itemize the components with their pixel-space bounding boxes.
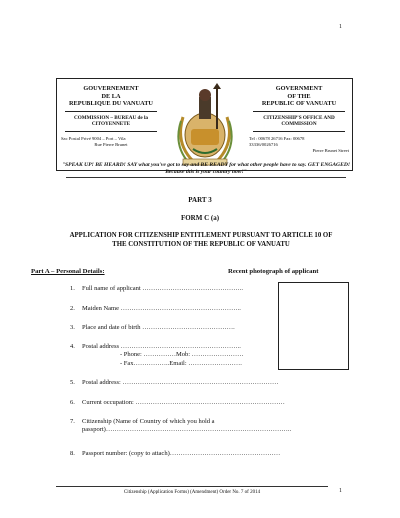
footer-citation: Citizenship (Application Forms) (Amendment) Order No. 7 of 2014 xyxy=(123,490,261,495)
coat-of-arms-icon xyxy=(169,83,241,169)
gov-title-fr-2: DE LA xyxy=(101,92,121,100)
field-number: 2. xyxy=(70,305,75,312)
letterhead-right xyxy=(249,85,349,154)
field-occupation[interactable] xyxy=(70,398,285,407)
address-fr-1: Sac Postal Privé 9004 – Port – Vila xyxy=(61,135,126,141)
page-number-bottom: 1 xyxy=(339,488,342,494)
gov-title-en-3: REPUBLIC OF VANUATU xyxy=(261,100,337,108)
divider xyxy=(65,131,157,132)
gov-title-fr-1: GOUVERNEMENT xyxy=(83,85,139,92)
phone-fax-2: 33336/0026716 xyxy=(249,141,278,147)
motto: "SPEAK UP! BE HEARD! SAY what you've got to say and BE READY for what other people have to say. GET ENGAGED! Because this is your country now!" xyxy=(61,162,351,175)
field-postal-address-2[interactable] xyxy=(70,378,278,387)
field-label: Passport number: (copy to attach)…………………………………………… xyxy=(82,450,281,457)
photo-box[interactable] xyxy=(278,282,349,370)
field-label: Citizenship (Name of Country of which you hold a xyxy=(82,418,215,425)
commission-en: CITIZENSHIP'S OFFICE AND COMMISSION xyxy=(263,114,335,128)
phone-fax: Tel : 00678 26716 Fax: 00678 xyxy=(249,135,305,141)
field-number: 1. xyxy=(70,285,75,292)
street: Pierre Brunet Street xyxy=(312,147,349,153)
field-number: 8. xyxy=(70,450,75,457)
field-citizenship-cont[interactable]: passport)………………………………………………………………………….. xyxy=(82,426,292,433)
field-label: Current occupation: …………………………………………………………… xyxy=(82,399,285,406)
field-phone-mob[interactable]: - Phone: ……………Mob: …………………… xyxy=(120,351,244,358)
letterhead-left xyxy=(61,85,161,148)
commission-fr: COMMISSION – BUREAU de la CITOYENNETE xyxy=(73,114,149,128)
divider xyxy=(253,131,345,132)
photo-label: Recent photograph of applicant xyxy=(228,268,319,275)
application-title: APPLICATION FOR CITIZENSHIP ENTITLEMENT PURSUANT TO ARTICLE 10 OF THE CONSTITUTION OF THE REPUBLIC OF VANUATU xyxy=(69,232,333,248)
gov-title-en-1: GOVERNMENT xyxy=(275,85,323,92)
address-fr-2: Rue Pierre Brunet xyxy=(94,141,128,147)
part-heading: PART 3 xyxy=(188,196,212,204)
field-label: Maiden Name ……………………………………………….. xyxy=(82,305,241,312)
gov-title-en-2: OF THE xyxy=(287,92,311,100)
divider xyxy=(253,111,345,112)
divider xyxy=(65,111,157,112)
field-label: Full name of applicant ……………………………………….. xyxy=(82,285,244,292)
field-number: 3. xyxy=(70,324,75,331)
field-label: Place and date of birth ……………………………………. xyxy=(82,324,235,331)
field-number: 4. xyxy=(70,343,75,350)
section-title: Part A – Personal Details: xyxy=(31,268,105,275)
field-passport-number[interactable] xyxy=(70,449,280,458)
motto-underline xyxy=(66,177,346,178)
field-number: 7. xyxy=(70,418,75,425)
field-full-name[interactable] xyxy=(70,284,243,293)
field-label: Postal address ……………………………………………….. xyxy=(82,343,241,350)
field-place-date-birth[interactable] xyxy=(70,323,235,332)
field-number: 6. xyxy=(70,399,75,406)
field-maiden-name[interactable] xyxy=(70,304,241,313)
field-fax-email[interactable]: - Fax……………..Email: ……………………. xyxy=(120,360,242,367)
page-number-top: 1 xyxy=(339,24,342,30)
letterhead xyxy=(56,78,353,171)
form-heading: FORM C (a) xyxy=(180,214,220,222)
footer-rule xyxy=(56,486,328,487)
field-number: 5. xyxy=(70,379,75,386)
field-label: Postal address: ……………………………………………………………… xyxy=(82,379,279,386)
gov-title-fr-3: REPUBLIQUE DU VANUATU xyxy=(69,100,153,108)
